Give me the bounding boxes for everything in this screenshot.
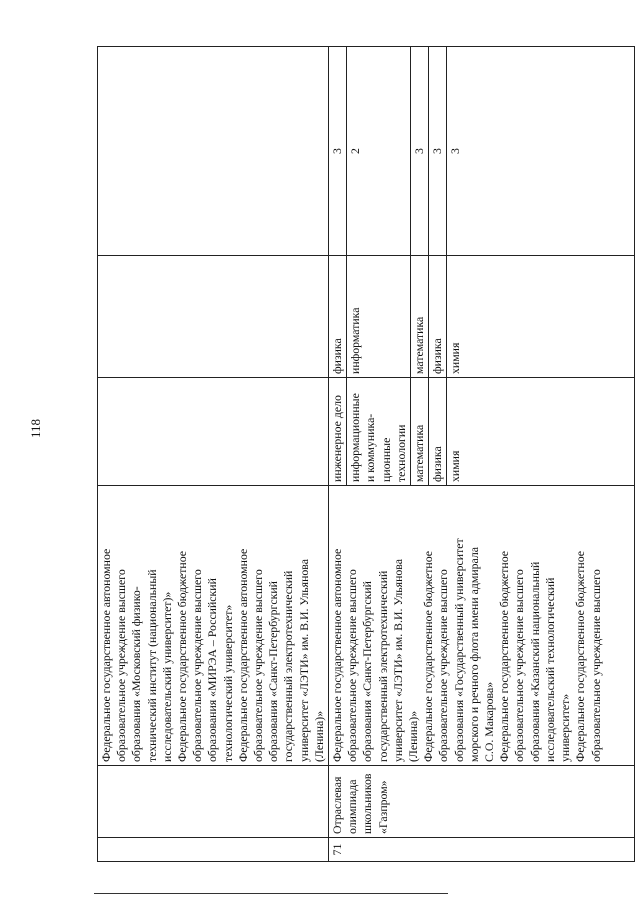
subject-cell: математика <box>411 256 429 378</box>
subject-cell: физика <box>429 256 447 378</box>
profile-cell: инженерное дело <box>329 378 347 486</box>
olympiad-table <box>97 46 635 862</box>
subject-cell: химия <box>447 256 635 378</box>
olympiad-cell-empty <box>98 766 329 838</box>
level-cell: 3 <box>329 47 347 256</box>
olympiad-name: Отраслевая олимпиада школьников «Газпром» <box>329 766 635 838</box>
profile-cell: физика <box>429 378 447 486</box>
level-cell: 2 <box>347 47 411 256</box>
level-cell-empty <box>98 47 329 256</box>
profile-cell-empty <box>98 378 329 486</box>
level-cell: 3 <box>447 47 635 256</box>
row-number: 71 <box>329 838 635 862</box>
row-number-cell-empty <box>98 838 329 862</box>
universities-cell: Федеральное государственное автономное образовательное учреждение высшего образования «Московский физико- технический институт (национальный исследовательский университет)» Федеральное государственное бюджетное образовательное учреждение высшего образования «МИРЭА – Российский технологический университет» Федеральное государственное автономное образовательное учреждение высшего образования «Санкт-Петербургский государственный электротехнический университет «ЛЭТИ» им. В.И. Ульянова (Ленина)» <box>98 486 329 766</box>
profile-cell: химия <box>447 378 635 486</box>
table-row-continued <box>98 47 329 862</box>
profile-cell: математика <box>411 378 429 486</box>
olympiad-table-rotated <box>97 47 635 862</box>
subject-cell: информатика <box>347 256 411 378</box>
table-row <box>329 47 347 862</box>
subject-cell-empty <box>98 256 329 378</box>
profile-cell: информационные и коммуника- ционные технологии <box>347 378 411 486</box>
page-number: 118 <box>28 418 43 438</box>
level-cell: 3 <box>429 47 447 256</box>
scan-edge-line <box>94 893 448 894</box>
level-cell: 3 <box>411 47 429 256</box>
subject-cell: физика <box>329 256 347 378</box>
universities-cell: Федеральное государственное автономное образовательное учреждение высшего образования «Санкт-Петербургский государственный электротехнический университет «ЛЭТИ» им. В.И. Ульянова (Ленина)» Федеральное государственное бюджетное образовательное учреждение высшего образования «Государственный университет морского и речного флота имени адмирала С.О. Макарова» Федеральное государственное бюджетное образовательное учреждение высшего образования «Казанский национальный исследовательский технологический университет» Федеральное государственное бюджетное образовательное учреждение высшего <box>329 486 635 766</box>
